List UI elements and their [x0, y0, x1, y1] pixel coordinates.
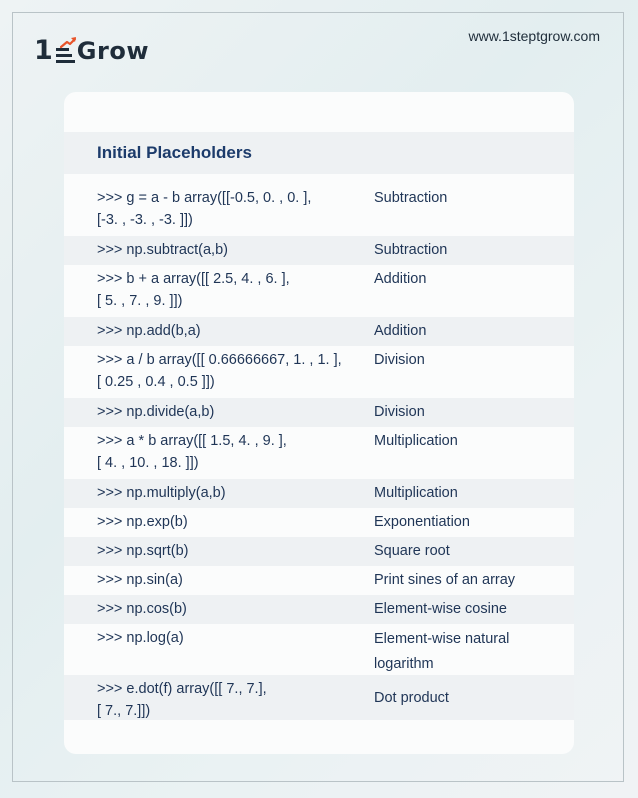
command-line: >>> np.sin(a) — [97, 572, 183, 588]
command-cell — [64, 317, 374, 346]
command-line: >>> g = a - b array([[-0.5, 0. , 0. ], — [97, 190, 312, 206]
description-cell — [374, 427, 574, 479]
table-row — [64, 317, 574, 346]
description-text: Exponentiation — [374, 514, 470, 530]
table-row — [64, 398, 574, 427]
command-cell — [64, 508, 374, 537]
logo-digit: 1 — [34, 35, 53, 66]
table-row — [64, 346, 574, 398]
command-line: >>> np.add(b,a) — [97, 323, 201, 339]
description-text: Square root — [374, 543, 450, 559]
command-line: >>> np.sqrt(b) — [97, 543, 189, 559]
description-cell — [374, 566, 574, 595]
table-row — [64, 236, 574, 265]
description-cell — [374, 624, 574, 675]
command-cell — [64, 624, 374, 675]
table-row — [64, 508, 574, 537]
description-cell — [374, 595, 574, 624]
description-text: Element-wise cosine — [374, 601, 507, 617]
description-cell — [374, 537, 574, 566]
command-cell — [64, 398, 374, 427]
command-line: >>> np.exp(b) — [97, 514, 188, 530]
command-line: >>> np.log(a) — [97, 630, 184, 646]
command-line: [ 0.25 , 0.4 , 0.5 ]]) — [97, 374, 215, 390]
command-cell — [64, 595, 374, 624]
table-row — [64, 624, 574, 675]
description-text: Element-wise natural — [374, 631, 510, 647]
table-row — [64, 265, 574, 317]
table-row — [64, 595, 574, 624]
command-cell — [64, 184, 374, 236]
table-row — [64, 427, 574, 479]
command-line: [ 5. , 7. , 9. ]]) — [97, 293, 183, 309]
description-cell — [374, 236, 574, 265]
description-cell — [374, 265, 574, 317]
stairs-arrow-icon — [54, 37, 76, 65]
description-cell — [374, 398, 574, 427]
command-line: >>> e.dot(f) array([[ 7., 7.], — [97, 681, 267, 697]
description-cell — [374, 346, 574, 398]
description-cell — [374, 508, 574, 537]
command-line: >>> a / b array([[ 0.66666667, 1. , 1. ], — [97, 352, 342, 368]
description-text: Dot product — [374, 689, 449, 706]
website-link[interactable]: www.1steptgrow.com — [468, 28, 600, 44]
brand-logo[interactable] — [34, 33, 149, 65]
description-text: Subtraction — [374, 190, 448, 206]
description-text: Division — [374, 404, 425, 420]
command-cell — [64, 346, 374, 398]
description-text: Addition — [374, 271, 427, 287]
command-line: >>> b + a array([[ 2.5, 4. , 6. ], — [97, 271, 290, 287]
command-cell — [64, 236, 374, 265]
content-card — [64, 92, 574, 754]
section-title: Initial Placeholders — [64, 132, 574, 174]
command-cell — [64, 265, 374, 317]
command-cell — [64, 427, 374, 479]
table-row — [64, 566, 574, 595]
command-line: >>> a * b array([[ 1.5, 4. , 9. ], — [97, 433, 287, 449]
description-cell — [374, 317, 574, 346]
table-row — [64, 479, 574, 508]
command-line: >>> np.cos(b) — [97, 601, 187, 617]
logo-wordmark: Grow — [76, 37, 149, 65]
table-row — [64, 675, 574, 720]
description-text: Print sines of an array — [374, 572, 516, 588]
table-row — [64, 537, 574, 566]
description-text: Multiplication — [374, 485, 458, 501]
operations-table — [64, 184, 574, 720]
description-cell — [374, 675, 574, 720]
command-line: [-3. , -3. , -3. ]]) — [97, 212, 193, 228]
description-text: logarithm — [374, 656, 434, 672]
command-cell — [64, 479, 374, 508]
description-text: Division — [374, 352, 425, 368]
description-text: Subtraction — [374, 242, 448, 258]
table-row — [64, 184, 574, 236]
command-cell — [64, 675, 374, 720]
description-cell — [374, 479, 574, 508]
command-line: [ 4. , 10. , 18. ]]) — [97, 455, 199, 471]
description-text: Addition — [374, 323, 427, 339]
command-line: >>> np.multiply(a,b) — [97, 485, 226, 501]
description-text: Multiplication — [374, 433, 458, 449]
description-cell — [374, 184, 574, 236]
command-cell — [64, 566, 374, 595]
command-line: [ 7., 7.]]) — [97, 703, 151, 719]
command-line: >>> np.subtract(a,b) — [97, 242, 228, 258]
command-line: >>> np.divide(a,b) — [97, 404, 215, 420]
command-cell — [64, 537, 374, 566]
